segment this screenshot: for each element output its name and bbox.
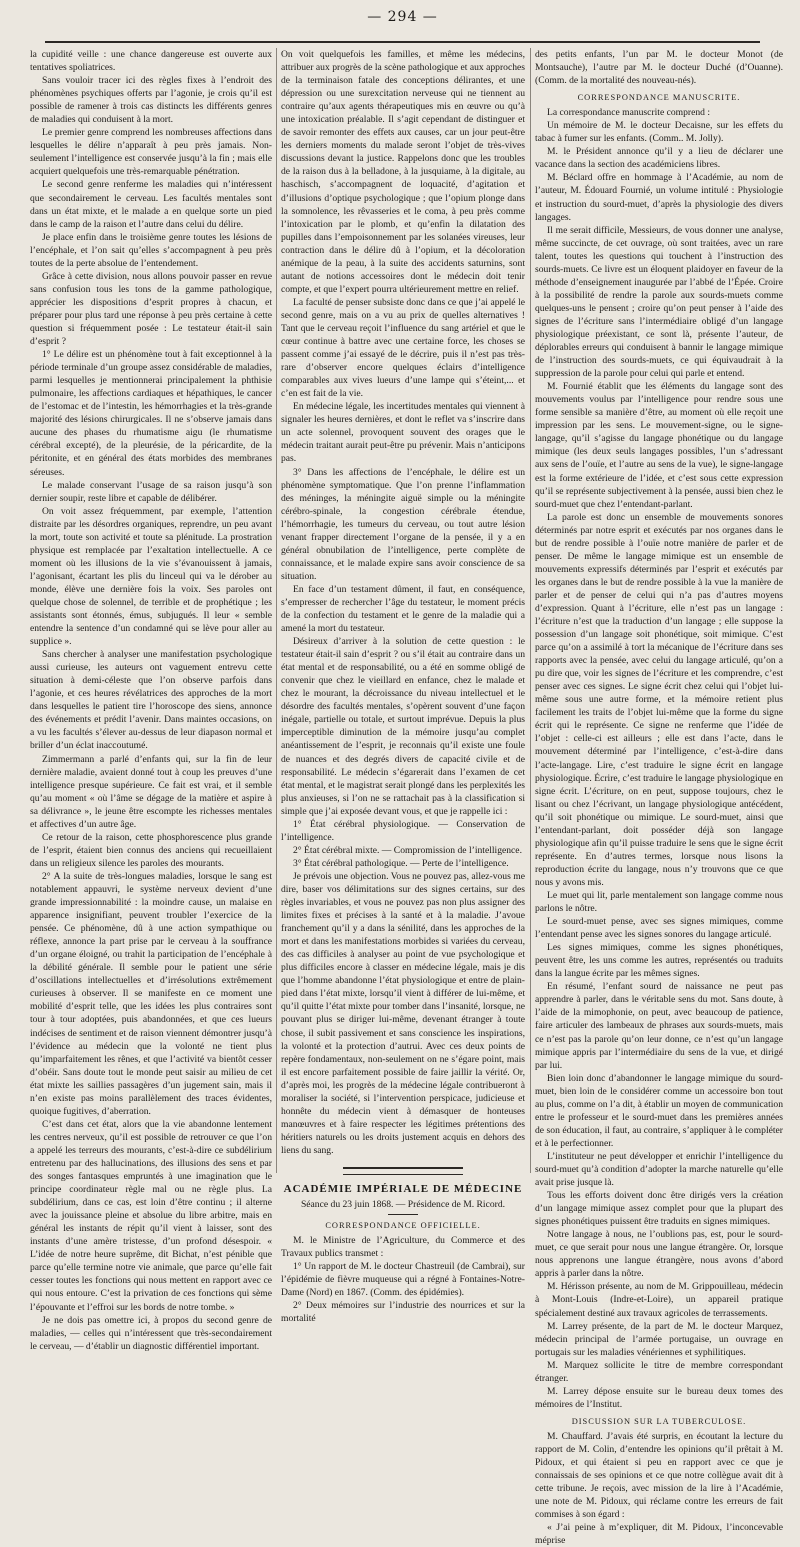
paragraph: Sans vouloir tracer ici des règles fixes à l’endroit des phénomènes psychiques offerts par l’agonie, je crois qu’il est possible de ramener à trois cas distincts les différents genres de maladies qui conduisent à la mort. xyxy=(30,75,272,126)
paragraph: M. Larrey dépose ensuite sur le bureau deux tomes des mémoires de l’Institut. xyxy=(535,1385,783,1410)
list-item: 3° État cérébral pathologique. — Perte de l’intelligence. xyxy=(293,857,509,869)
paragraph: M. Marquez sollicite le titre de membre correspondant étranger. xyxy=(535,1359,783,1384)
paragraph: M. Hérisson présente, au nom de M. Grippouilleau, médecin à Mont-Louis (Indre-et-Loire), un appareil pratique spécialement destiné aux travaux agricoles de terrassements. xyxy=(535,1281,783,1319)
paragraph: M. Larrey présente, de la part de M. le docteur Marquez, médecin principal de l’armée portugaise, un ouvrage en portugais sur les maladies vénériennes et syphilitiques. xyxy=(535,1320,783,1358)
paragraph: 1° Un rapport de M. le docteur Chastreuil (de Cambrai), sur l’épidémie de fièvre muqueuse qui a régné à Fontaines-Notre-Dame (Nord) en 1867. (Comm. des épidémies). xyxy=(281,1261,525,1299)
paragraph: Le muet qui lit, parle mentalement son langage comme nous parlons le nôtre. xyxy=(535,890,783,915)
column-1 xyxy=(30,48,272,1352)
paragraph: Il me serait difficile, Messieurs, de vous donner une analyse, même succincte, de cet ouvrage, où sont traitées, avec un rare talent, toutes les questions qui touchent à l’instruction des sourds-muets. Ce livre est un éloquent plaidoyer en faveur de la méthode d’enseignement inaugurée par l’abbé de l’Épée. Croire à la possibilité de rendre la parole aux sourds-muets comme quelques-uns le pensent ; croire qu’on peut penser à l’aide des signes de l’écriture sans l’intermédiaire obligé d’un langage physiologique préexistant, ce sont là, présente l’auteur, de déplorables erreurs qui conduisent à bannir le langage mimique de l’instruction des sourds-muets, ce qui équivaudrait à la suppression de la parole pour celui qui parle et entend. xyxy=(535,224,783,380)
paragraph: C’est dans cet état, alors que la vie abandonne lentement les centres nerveux, qu’il est possible de retrouver ce que l’on a appelé les terreurs des mourants, c’est-à-dire ce subdélirium entretenu par des hallucinations, des illusions des sens et par des songes fantasques empruntés à une imagination que le principe coordinateur règle mal ou ne règle plus. La subdélirium, dans ce cas, est loin d’être continu ; il alterne avec la jouissance pleine et absolue du libre arbitre, mais en général les instants de répit qu’il vient à laisser, sont des instants d’une amère tristesse, d’un profond désespoir. « L’idée de notre heure suprême, dit Bichat, n’est pénible que parce qu’elle termine notre vie animale, que parce qu’elle fait cesser toutes les fonctions qui nous mettent en rapport avec ce qui nous entoure. C’est la privation de ces fonctions qui sème l’épouvante et l’effroi sur les bords de notre tombe. » xyxy=(30,1118,272,1313)
paragraph: Je prévois une objection. Vous ne pouvez pas, allez-vous me dire, baser vos délimitations sur des signes certains, sur des règles invariables, et vous ne pouvez pas non plus assigner des limites fixes et précises à la santé et à la maladie. J’avoue franchement qu’il y a dans la sénilité, dans les approches de la mort et dans les manifestations morbides si variées du cerveau, des cas difficiles à analyser au point de vue psychologique et plus difficiles encore à classer en médecine légale, mais je dis que l’homme abandonne l’état physiologique et entre de plain-pied dans l’état mixte, lorsqu’il vient à différer de lui-même, et qu’il quitte l’état mixte pour tomber dans l’insanité, lorsque, ne pouvant plus se diriger lui-même, devenant étranger à toute chose, il subit passivement et sans conscience les inspirations, la volonté et la protection d’autrui. Avec ces deux points de repère fondamentaux, non-seulement on ne s’égare point, mais il est encore parfaitement possible de faire jaillir la vérité. Or, d’après moi, les progrès de la médecine légale contribueront à moraliser la société, si l’intervention perspicace, judicieuse et honnête du médecin vient à démasquer de honteuses manœuvres et à faire respecter les légitimes prétentions des héritiers naturels ou les droits justement acquis en dehors des liens du sang. xyxy=(281,870,525,1156)
paragraph: Les signes mimiques, comme les signes phonétiques, peuvent être, les uns comme les autres, représentés ou traduits dans la langue écrite par les mêmes signes. xyxy=(535,942,783,980)
page-header xyxy=(45,6,760,46)
paragraph: M. Fournié établit que les éléments du langage sont des mouvements voulus par l’intelligence pour rendre sous une forme sensible sa manière d’être, au moment où elle reçoit une impression par les sens. Le mouvement-signe, ou le signe-langage, qu’il s’agisse du langage phonétique ou du langage mimique (les deux seuls langages possibles, l’un s’adressant aux sens de l’ouïe, et l’autre au sens de la vue), le signe-langage est la forme extérieure de l’idée, et c’est sous cette expression qu’il se représente subjectivement à la pensée, aussi bien chez le sourd-muet que chez l’entendant-parlant. xyxy=(535,381,783,510)
paragraph: 2° A la suite de très-longues maladies, lorsque le sang est notablement appauvri, le système nerveux devient d’une grande impressionnabilité : la moindre cause, un malaise en apparence insignifiant, peuvent troubler l’exercice de la pensée. Ce phénomène, dû à une action sympathique ou réflexe, annonce la part prise par le cerveau à la souffrance d’un organe éloigné, ou trahit la participation de l’encéphale à la débilité générale. Il semble pour le patient une série d’oscillations intellectuelles et d’irrésolutions extrêmement curieuses à observer. Il se manifeste en ce moment une mobilité d’esprit telle, que les idées les plus contraires sont tour à tour adoptées, puis abandonnées, et que ces lueurs indécises de sentiment et de raison viennent démontrer jusqu’à l’évidence au médecin que la volonté ne tient plus qu’imparfaitement les rênes, et que l’activité va bientôt cesser d’obéir. Sans doute tout le monde peut saisir au milieu de cet état mixte les saillies passagères d’un jugement sain, mais il n’en existe pas moins parallèlement des traces évidentes, quoique fugitives, d’aberration. xyxy=(30,870,272,1117)
paragraph: 1° Le délire est un phénomène tout à fait exceptionnel à la période terminale d’un groupe assez considérable de maladies, parmi lesquelles je mentionnerai principalement la phthisie pulmonaire, les affections cardiaques et hépathiques, le cancer de l’estomac et de l’intestin, les hémorrhagies et la très-grande majorité des lésions chirurgicales. Il ne s’observe jamais dans aucune des phases du rhumatisme aigu (le rhumatisme cérébral excepté), de la pleurésie, de la péricardite, de la péritonite, et en général des états morbides des membranes séreuses. xyxy=(30,349,272,478)
paragraph: 2° Deux mémoires sur l’industrie des nourrices et sur la mortalité xyxy=(281,1300,525,1325)
paragraph: Ce retour de la raison, cette phosphorescence plus grande de l’esprit, étaient bien connus des anciens qui recueillaient dans un religieux silence les paroles des mourants. xyxy=(30,831,272,869)
paragraph: Zimmermann a parlé d’enfants qui, sur la fin de leur dernière maladie, avaient donné tout à coup les preuves d’une intelligence presque supérieure. Ce fait est vrai, et il semble qu’au moment « où l’âme se dégage de la matière et aspire à sa délivrance », le jeune être escompte les richesses mentales et affectives d’un autre âge. xyxy=(30,753,272,830)
column-divider xyxy=(276,48,277,1173)
page-number: — 294 — xyxy=(367,9,438,25)
paragraph: Le malade conservant l’usage de sa raison jusqu’à son dernier soupir, reste libre et capable de délibérer. xyxy=(30,479,272,504)
column-3 xyxy=(535,48,783,1547)
paragraph: Tous les efforts doivent donc être dirigés vers la création d’un langage mimique assez complet pour que la plupart des signes phonétiques puissent être traduits en signes mimiques. xyxy=(535,1190,783,1228)
header-rule xyxy=(45,41,760,43)
paragraph: Notre langage à nous, ne l’oublions pas, est, pour le sourd-muet, ce que serait pour nous une langue étrangère. Or, lorsque nous apprenons une langue étrangère, nous avons d’abord appris à parler dans la nôtre. xyxy=(535,1229,783,1280)
column-divider xyxy=(530,48,531,1173)
paragraph: M. le Président annonce qu’il y a lieu de déclarer une vacance dans la section des académiciens libres. xyxy=(535,146,783,171)
paragraph: Je place enfin dans le troisième genre toutes les lésions de l’encéphale, et l’on sait qu’elles s’accompagnent à peu près toutes de la perte absolue de l’entendement. xyxy=(30,231,272,269)
paragraph: Grâce à cette division, nous allons pouvoir passer en revue sans confusion tous les tons de la gamme pathologique, apprécier les dispositions d’esprit propres à chacun, et préparer pour plus tard une réponse à peu près certaine à cette question si fréquemment posée : Le testateur était-il sain d’esprit ? xyxy=(30,270,272,348)
paragraph: Le second genre renferme les maladies qui n’intéressent que secondairement le cerveau. Les facultés mentales sont dans un état mixte, et le malade a en quelque sorte un pied dans le camp de la raison et l’autre dans celui du délire. xyxy=(30,179,272,230)
paragraph: M. le Ministre de l’Agriculture, du Commerce et des Travaux publics transmet : xyxy=(281,1235,525,1260)
paragraph: Je ne dois pas omettre ici, à propos du second genre de maladies, — celles qui n’intéressent que très-secondairement le cerveau, — d’établir un diagnostic différentiel important. xyxy=(30,1314,272,1352)
paragraph: On voit quelquefois les familles, et même les médecins, attribuer aux progrès de la scène pathologique et aux approches de la terminaison fatale des conceptions délirantes, et une dépression ou une surexcitation nerveuse qui ne tiennent au contraire qu’aux agents thérapeutiques mis en œuvre ou qu’à une intoxication préalable. Il s’agit cependant de distinguer et de savoir remonter des effets aux causes, car un jour peut-être les derniers moments du malade seront l’objet de très-vives discussions devant la justice. Rappelons donc que les troubles de la raison dus à la belladone, à la jusquiame, à la digitale, au haschisch, s’accompagnent de loquacité, d’agitation et d’illusions d’optique psychologique ; que l’opium plonge dans la somnolence, les rêvasseries et le coma, à peu près comme l’intoxication par le plomb, et qu’enfin la dilatation des pupilles dans l’empoisonnement par les solanées vireuses, leur contraction dans le délire dû à l’opium, et la décoloration anémique de la peau, à la suite des accidents saturnins, sont autant de notions accessoires dont le médecin doit tenir compte, et que l’expert pourra ultérieurement mettre en relief. xyxy=(281,49,525,295)
paragraph: Le premier genre comprend les nombreuses affections dans lesquelles le délire n’apparaît à peu près jamais. Non-seulement l’intelligence est conservée jusqu’à la fin ; mais elle acquiert quelquefois une très-remarquable pénétration. xyxy=(30,127,272,178)
academy-heading: ACADÉMIE IMPÉRIALE DE MÉDECINE xyxy=(283,1182,523,1195)
session-line: Séance du 23 juin 1868. — Présidence de M. Ricord. xyxy=(300,1199,506,1211)
paragraph: 3° Dans les affections de l’encéphale, le délire est un phénomène symptomatique. Que l’on prenne l’inflammation des méninges, la méningite aiguë simple ou la méningite cérébro-spinale, la congestion cérébrale étendue, l’hémorrhagie, les tumeurs du cerveau, ou tout autre lésion venant frapper directement l’organe de la pensée, il y a en général obnubilation de l’intelligence, perte complète de connaissance, et le malade expire sans avoir conscience de sa situation. xyxy=(281,466,525,582)
paragraph: Le sourd-muet pense, avec ses signes mimiques, comme l’entendant pense avec les signes sonores du langage articulé. xyxy=(535,916,783,941)
paragraph: M. Chauffard. J’avais été surpris, en écoutant la lecture du rapport de M. Colin, d’entendre les opinions qu’il prêtait à M. Pidoux, et qui étaient si peu en rapport avec ce que je connaissais de ses opinions et ce que notre collègue avait dit à cette tribune. Je reçois, avec mission de la lire à l’Académie, une note de M. Pidoux, qui réclame contre les erreurs de fait commises à son égard : xyxy=(535,1430,783,1521)
paragraph: On voit assez fréquemment, par exemple, l’attention distraite par les désordres organiques, reprendre, un peu avant la mort, toute son activité et toute sa plénitude. La prostration physique est remplacée par l’exaltation intellectuelle. A ce moment où les illusions de la vie s’évanouissent à jamais, l’agonisant, écartant les plis du linceul qui va le dérober au monde, élève une dernière fois la voix. Ses paroles ont quelque chose de solennel, de terrible et de prophétique ; les assistants sont étonnés, émus, subjugués. Il leur « semble entendre la sentence d’un condamné qui se lève pour aller au supplice ». xyxy=(30,505,272,648)
paragraph: « J’ai peine à m’expliquer, dit M. Pidoux, l’inconcevable méprise xyxy=(535,1522,783,1547)
list-item: 2° État cérébral mixte. — Compromission de l’intelligence. xyxy=(293,844,522,856)
paragraph: la cupidité veille : une chance dangereuse est ouverte aux tentatives spoliatrices. xyxy=(30,49,272,74)
paragraph: La parole est donc un ensemble de mouvements sonores déterminés par notre esprit et exécutés par nos organes dans le but de rendre possible à l’ouïe notre manière de parler et de penser. De même le langage mimique est un ensemble de mouvements expressifs déterminés par l’esprit et exécutés par les organes dans le but de rendre possible à la vue la manière de parler et de penser de celui qui n’a pas d’autres moyens d’expression. Quant à l’écriture, elle n’est pas un langage : l’écriture n’est que la traduction d’un langage ; elle suppose la possession d’un langage soit phonétique, soit mimique. C’est parce qu’on a assimilé à tort la mécanique de l’écriture dans ses rapports avec la pensée, avec celui du langage articulé, qu’on a pu dire que, voir les signes de l’écriture et les comprendre, c’est penser avec ces signes. Le signe écrit chez celui qui l’objet lui-même sous une autre forme, et la mémoire retient plus facilement les traits de l’objet lui-même que la forme du signe écrit qui le représente. Ce signe ne renferme que l’idée de l’objet : celle-ci est ailleurs ; elle est dans l’acte, dans le mouvement déterminé par l’intelligence, c’est-à-dire dans l’acte-langage. Lire, c’est traduire le signe écrit en langage physiologique. Écrire, c’est traduire le langage physiologique en signe écrit. L’écriture, on en peut, suppose toujours, chez le lisant ou chez l’écrivant, un langage physiologique antécédent, qu’il soit phonétique ou mimique. Le sourd-muet, ainsi que l’entendant-parlant, doit posséder déjà son langage physiologique afin qu’il puisse traduire le sens que le signe écrit représente. En d’autres termes, lorsque nous lisons la reproduction écrite du langage, nous n’y trouvons que ce que nous y avons mis. xyxy=(535,511,783,888)
discussion-heading: DISCUSSION SUR LA TUBERCULOSE. xyxy=(571,1416,747,1426)
paragraph: La faculté de penser subsiste donc dans ce que j’ai appelé le second genre, mais on a vu au prix de quelles alternatives ! Tant que le cerveau reçoit l’influence du sang artériel et que le cœur continue à battre avec une certaine force, les choses se passent comme j’ai essayé de le décrire, puis il n’est pas très-rare d’observer encore quelques éclairs d’intelligence comparables aux vives lueurs d’une lampe qui s’éteint,... et c’en est fait de la vie. xyxy=(281,296,525,400)
correspondence-heading: CORRESPONDANCE OFFICIELLE. xyxy=(325,1221,481,1231)
paragraph: L’instituteur ne peut développer et enrichir l’intelligence du sourd-muet qu’à condition d’adopter la marche naturelle qu’elle avait prise jusque là. xyxy=(535,1150,783,1189)
paragraph: En médecine légale, les incertitudes mentales qui viennent à signaler les heures dernières, et dont le reflet va s’inscrire dans un acte solennel, provoquent souvent des orages que le médecin traitant aurait peut-être pu prévenir. Mais n’anticipons pas. xyxy=(281,401,525,465)
section-rule xyxy=(343,1167,463,1175)
paragraph: Bien loin donc d’abandonner le langage mimique du sourd-muet, bien loin de le considérer comme un accessoire bon tout au plus, comme on l’a dit, à établir un moyen de communication entre le professeur et le sourd-muet dans les premières années de son éducation, il faut, au contraire, s’appliquer à le compléter et à le perfectionner. xyxy=(535,1072,783,1149)
paragraph: Un mémoire de M. le docteur Decaisne, sur les effets du tabac à fumer sur les enfants. (Comm.. M. Jolly). xyxy=(535,120,783,145)
paragraph: Sans chercher à analyser une manifestation psychologique aussi curieuse, les auteurs ont vaguement entrevu cette situation à demi-céleste que l’on observe parfois dans l’agonie, et ces heures révélatrices des approches de la mort dans lesquelles le patient tire l’horoscope des siens, annonce des événements et prédit l’avenir. Dans maintes occasions, on a vu les facultés s’élever au-dessus de leur diapason normal et briller d’un éclat inaccoutumé. xyxy=(30,649,272,752)
list-item: 1° État cérébral physiologique. — Conservation de l’intelligence. xyxy=(281,818,525,843)
paragraph: La correspondance manuscrite comprend : xyxy=(547,107,711,119)
paragraph: Désireux d’arriver à la solution de cette question : le testateur était-il sain d’esprit ? ou s’il était au contraire dans un état mental et de responsabilité, ou a été en somme obligé de convenir que chez le vieillard en enfance, chez le malade et chez le mourant, la décroissance du niveau intellectuel et le désordre des facultés mentales, s’opèrent souvent d’une façon inégale, partielle ou totale, et surtout imprévue. Depuis la plus imperceptible diminution de la mémoire jusqu’au complet anéantissement de l’esprit, je reconnais qu’il existe une foule de nuances et des degrés divers de capacité civile et de responsabilité. Le médecin s’égarerait dans l’examen de cet état mental, et le magistrat serait plongé dans les perplexités les plus anxieuses, si l’on ne se rattachait pas à la classification si simple que j’ai exposée devant vous, et que je rappelle ici : xyxy=(281,636,525,817)
manuscript-heading: CORRESPONDANCE MANUSCRITE. xyxy=(577,93,741,103)
paragraph: En résumé, l’enfant sourd de naissance ne peut pas apprendre à parler, dans le véritable sens du mot. Sans doute, à l’aide de la mimophonie, on peut, avec beaucoup de patience, faire articuler des lambeaux de phrases aux sourds-muets, mais ce n’est pas la parole qu’on leur donne, ce n’est qu’un langage mimique appris par l’intermédiaire du sens de la vue, et dirigé par lui. xyxy=(535,981,783,1071)
paragraph: des petits enfants, l’un par M. le docteur Monot (de Montsauche), l’autre par M. le docteur Duché (d’Ouanne). (Comm. de la mortalité des nouveau-nés). xyxy=(535,49,783,87)
paragraph: M. Béclard offre en hommage à l’Académie, au nom de l’auteur, M. Édouard Fournié, un volume intitulé : Physiologie et instruction du sourd-muet, d’après la physiologie des divers langages. xyxy=(535,172,783,223)
paragraph: En face d’un testament dûment, il faut, en conséquence, s’empresser de rechercher l’âge du testateur, le moment précis de la confection du testament et le genre de la maladie qui a amené la mort du testateur. xyxy=(281,583,525,635)
short-rule xyxy=(388,1214,418,1215)
column-2 xyxy=(281,48,525,1325)
